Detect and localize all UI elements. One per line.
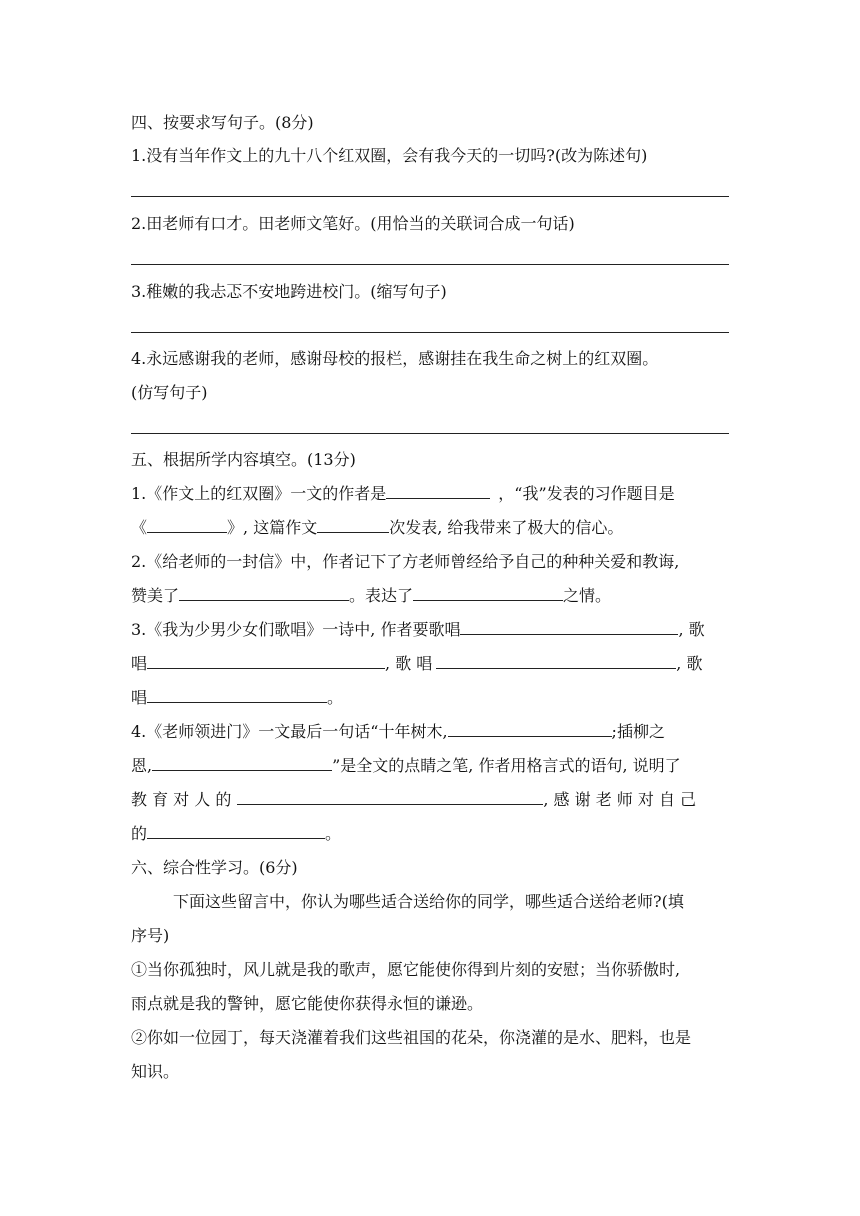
fill-text: , 感 谢 老 师 对 自 己 xyxy=(543,790,697,809)
fill-blank[interactable] xyxy=(147,518,227,533)
fill-text: 4.《老师领进门》一文最后一句话“十年树木, xyxy=(131,722,448,741)
section-6-item-1-line-1: ①当你孤独时，风儿就是我的歌声，愿它能使你得到片刻的安慰；当你骄傲时, xyxy=(131,960,681,979)
section-4-question-3: 3.稚嫩的我忐忑不安地跨进校门。(缩写句子) xyxy=(131,282,447,301)
section-5-question-1-line-1 xyxy=(131,484,675,504)
fill-text: ，“我”发表的习作题目是 xyxy=(498,484,675,503)
fill-blank[interactable] xyxy=(386,484,490,499)
fill-blank[interactable] xyxy=(147,654,385,669)
section-5-question-3-line-2 xyxy=(131,654,702,674)
fill-blank[interactable] xyxy=(460,620,678,635)
section-5-question-4-line-2 xyxy=(131,756,681,776)
section-4-question-2: 2.田老师有口才。田老师文笔好。(用恰当的关联词合成一句话) xyxy=(131,214,575,233)
section-6-intro-line-2: 序号) xyxy=(131,926,170,945)
fill-text: 的 xyxy=(131,824,148,843)
section-6-intro-line-1: 下面这些留言中，你认为哪些适合送给你的同学，哪些适合送给老师?(填 xyxy=(173,892,684,911)
fill-blank[interactable] xyxy=(147,688,327,703)
section-4-heading: 四、按要求写句子。(8分) xyxy=(131,113,314,132)
answer-line-4-2[interactable] xyxy=(131,264,729,265)
fill-text: 1.《作文上的红双圈》一文的作者是 xyxy=(131,484,387,503)
fill-blank[interactable] xyxy=(152,756,332,771)
fill-text: 唱 xyxy=(131,654,148,673)
section-6-item-2-line-1: ②你如一位园丁，每天浇灌着我们这些祖国的花朵，你浇灌的是水、肥料，也是 xyxy=(131,1028,692,1047)
fill-text: 赞美了 xyxy=(131,586,180,605)
section-5-question-2-line-1: 2.《给老师的一封信》中，作者记下了方老师曾经给予自己的种种关爱和教诲, xyxy=(131,552,680,571)
fill-blank[interactable] xyxy=(448,722,612,737)
section-6-item-2-line-2: 知识。 xyxy=(131,1062,180,1081)
fill-blank[interactable] xyxy=(147,824,325,839)
fill-text: 。表达了 xyxy=(349,586,414,605)
fill-text: , 歌 xyxy=(678,620,705,639)
section-4-question-4-line-1: 4.永远感谢我的老师，感谢母校的报栏，感谢挂在我生命之树上的红双圈。 xyxy=(131,349,659,368)
section-5-heading: 五、根据所学内容填空。(13分) xyxy=(131,450,356,469)
section-5-question-2-line-2 xyxy=(131,586,611,606)
fill-text: 》, 这篇作文 xyxy=(227,518,318,537)
fill-text: ”是全文的点睛之笔, 作者用格言式的语句, 说明了 xyxy=(332,756,681,775)
fill-text: 。 xyxy=(327,688,344,707)
section-4-question-4-line-2: (仿写句子) xyxy=(131,383,208,402)
section-5-question-4-line-3 xyxy=(131,790,696,810)
fill-blank[interactable] xyxy=(237,790,543,805)
fill-text: 3.《我为少男少女们歌唱》一诗中, 作者要歌唱 xyxy=(131,620,461,639)
fill-text: 。 xyxy=(325,824,342,843)
fill-text: ;插柳之 xyxy=(611,722,665,741)
fill-text: , 歌 xyxy=(676,654,703,673)
section-6-heading: 六、综合性学习。(6分) xyxy=(131,858,298,877)
answer-line-4-4[interactable] xyxy=(131,433,729,434)
fill-text: 次发表, 给我带来了极大的信心。 xyxy=(389,518,624,537)
section-5-question-4-line-1 xyxy=(131,722,665,742)
fill-blank[interactable] xyxy=(436,654,676,669)
section-4-question-1: 1.没有当年作文上的九十八个红双圈，会有我今天的一切吗?(改为陈述句) xyxy=(131,146,648,165)
fill-text: , 歌 唱 xyxy=(385,654,433,673)
fill-text: 教 育 对 人 的 xyxy=(131,790,232,809)
answer-line-4-3[interactable] xyxy=(131,332,729,333)
fill-text: 《 xyxy=(131,518,148,537)
section-5-question-1-line-2 xyxy=(131,518,623,538)
fill-blank[interactable] xyxy=(317,518,389,533)
fill-text: 唱 xyxy=(131,688,148,707)
section-5-question-3-line-1 xyxy=(131,620,705,640)
section-5-question-3-line-3 xyxy=(131,688,343,708)
fill-blank[interactable] xyxy=(413,586,563,601)
section-5-question-4-line-4 xyxy=(131,824,341,844)
fill-text: 恩, xyxy=(131,756,153,775)
fill-text: 之情。 xyxy=(563,586,612,605)
section-6-item-1-line-2: 雨点就是我的警钟，愿它能使你获得永恒的谦逊。 xyxy=(131,994,484,1013)
answer-line-4-1[interactable] xyxy=(131,196,729,197)
fill-blank[interactable] xyxy=(179,586,349,601)
